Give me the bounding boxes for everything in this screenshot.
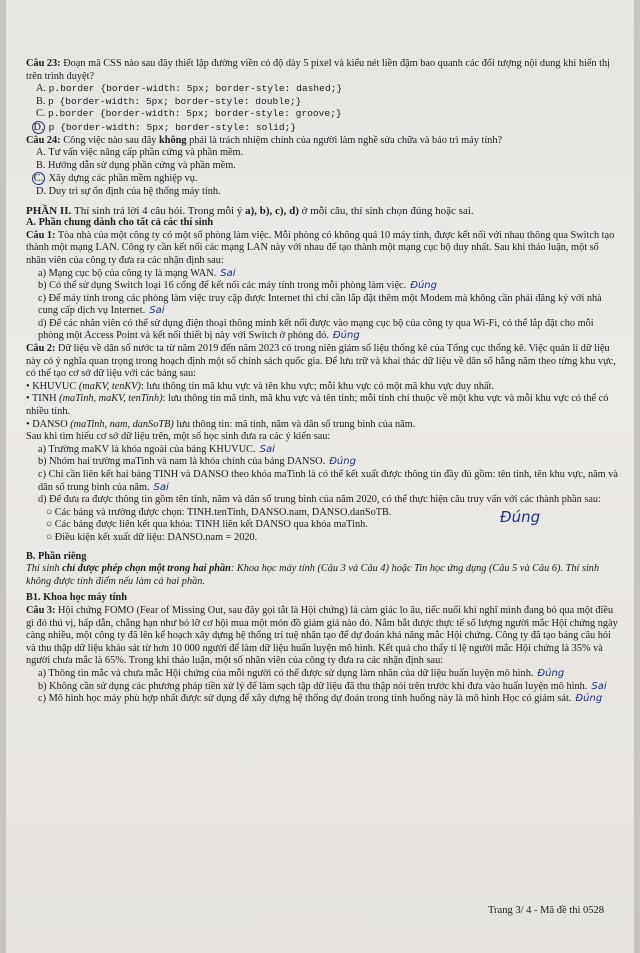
answer-circle-mark: D. (33, 121, 44, 133)
option-b: B. p {border-width: 5px; border-style: double;} (36, 95, 302, 107)
handwritten-mark: Sai (149, 305, 165, 317)
option-c: C. p.border {border-width: 5px; border-style: groove;} (36, 108, 342, 120)
table-khuvuc: • KHUVUC (maKV, tenKV): lưu thông tin mã khu vực và tên khu vực; mỗi khu vực có một mã khu vực duy nhất. (26, 380, 495, 392)
section-b-note: Thí sinh chỉ được phép chọn một trong hai phần: Khoa học máy tính (Câu 3 và Câu 4) hoặc Tin học ứng dụng (Câu 5 và Câu 6). Thí sinh không được tính điểm nếu làm cả hai phần. (26, 563, 600, 587)
list-item: ○ Điều kiện kết xuất dữ liệu: DANSO.nam = 2020. (46, 531, 258, 543)
statement-1c: c) Để máy tính trong các phòng làm việc truy cập được Internet thì chỉ cần lắp đặt thêm một Modem mà không cần phải đăng ký với nhà cung cấp dịch vụ Internet. Sai (38, 292, 602, 317)
option-b: B. Hướng dẫn sử dụng phần cứng và phần mềm. (36, 159, 236, 171)
statement-1b: b) Có thể sử dụng Switch loại 16 cổng để kết nối các máy tính trong mỗi phòng làm việc. Đúng (38, 280, 437, 292)
table-danso: • DANSO (maTinh, nam, danSoTB) lưu thông tin: mã tỉnh, năm và dân số trung bình của năm. (26, 418, 416, 430)
handwritten-mark: Đúng (329, 456, 356, 468)
handwritten-mark: Đúng (575, 693, 603, 705)
handwritten-mark: Sai (153, 481, 169, 493)
section-b1-heading: B1. Khoa học máy tính (26, 592, 127, 604)
statement-3b: b) Không cần sử dụng các phương pháp tiền xử lý để làm sạch tập dữ liệu đã thu thập nói trên trước khi đưa vào huấn luyện mô hình. Sai (38, 680, 607, 692)
question-1: Câu 1: Tòa nhà của một công ty có một số phòng làm việc. Mỗi phòng có không quá 10 máy tính, được kết nối với nhau thông qua Switch tạo thành một mạng LAN. Công ty cần kết nối các mạng LAN này với nhau để tạo thành một mạng cục bộ duy nhất. Sau khi thảo luận, một số nhân viên của công ty đưa ra các nhận định sau: (26, 229, 615, 266)
answer-circle-mark: C. (33, 173, 44, 185)
handwritten-mark: Sai (259, 443, 275, 455)
question-2-intro: Sau khi tìm hiểu cơ sở dữ liệu trên, một số học sinh đưa ra các ý kiến sau: (26, 431, 331, 443)
option-c: C. Xây dựng các phần mềm nghiệp vụ. (33, 173, 198, 185)
section-a-heading: A. Phần chung dành cho tất cả các thí sinh (26, 217, 214, 229)
statement-2b: b) Nhóm hai trường maTinh và nam là khóa chính của bảng DANSO. Đúng (38, 456, 356, 468)
handwritten-mark: Sai (591, 680, 607, 692)
question-label: Câu 23: (26, 58, 61, 69)
statement-3a: a) Thông tin mắc và chưa mắc Hội chứng của mỗi người có thể được sử dụng làm nhãn của dữ liệu huấn luyện mô hình. Đúng (38, 667, 565, 679)
option-d: D. p {border-width: 5px; border-style: solid;} (33, 121, 297, 133)
question-text: Đoạn mã CSS nào sau đây thiết lập đường viền có độ dày 5 pixel và kiểu nét liền đậm bao quanh các đối tượng nội dung khi hiển thị trên trình duyệt? (26, 58, 611, 82)
handwritten-mark: Đúng (332, 330, 360, 342)
table-tinh: • TINH (maTinh, maKV, tenTinh): lưu thông tin mã tỉnh, mã khu vực và tên tỉnh; mỗi tỉnh chỉ thuộc về một khu vực và mỗi khu vực có thể có nhiều tỉnh. (26, 393, 609, 418)
statement-1d: d) Để các nhân viên có thể sử dụng điện thoại thông minh kết nối được vào mạng cục bộ của công ty qua Wi-Fi, có thể lắp đặt cho mỗi phòng một Access Point và kết nối thiết bị này với Switch ở phòng đó. Đúng (38, 317, 594, 342)
option-a: A. p.border {border-width: 5px; border-style: dashed;} (36, 83, 343, 95)
handwritten-mark: Đúng (537, 667, 565, 679)
question-label: Câu 24: (26, 134, 61, 146)
statement-2a: a) Trường maKV là khóa ngoài của bảng KHUVUC. Sai (38, 443, 275, 455)
handwritten-mark: Đúng (500, 507, 541, 526)
question-24: Câu 24: Công việc nào sau đây không phải là trách nhiệm chính của người làm nghề sửa chữa và bảo trì máy tính? (26, 134, 503, 146)
statement-3c: c) Mô hình học máy phù hợp nhất được sử dụng để xây dựng hệ thống dự đoán trong tình huống này là mô hình Học có giám sát. Đúng (38, 693, 603, 705)
statement-2d: d) Để đưa ra được thông tin gồm tên tỉnh, năm và dân số trung bình của năm 2020, có thể thực hiện câu truy vấn với các thành phần sau: (38, 494, 601, 506)
list-item: ○ Các bảng và trường được chọn: TINH.tenTinh, DANSO.nam, DANSO.danSoTB. (46, 506, 392, 518)
question-23 (26, 58, 618, 83)
option-a: A. Tư vấn việc nâng cấp phần cứng và phần mềm. (36, 147, 244, 159)
exam-page (6, 0, 634, 953)
question-3: Câu 3: Hội chứng FOMO (Fear of Missing Out, sau đây gọi tắt là Hội chứng) là cảm giác lo âu, tiếc nuối khi nghĩ mình đang bỏ qua một điều gì đó thú vị, hấp dẫn, chẳng hạn như bỏ lỡ cơ hội mua một món đồ giảm giá nào đó. Nắm bắt được thực tế số lượng người mắc Hội chứng ngày càng nhiều, một công ty đã lên kế hoạch xây dựng hệ thống trí tuệ nhân tạo để dự đoán khả năng mắc Hội chứng. Công ty đã tạo bảng câu hỏi và thu thập dữ liệu khảo sát từ hơn 10 000 người để làm dữ liệu huấn luyện mô hình. Kết quả cho thấy tỉ lệ người mắc Hội chứng là 35% và người chưa mắc là 65%. Trong khi thảo luận, một số nhân viên của công ty đưa ra các nhận định sau: (26, 604, 618, 667)
statement-2c: c) Chỉ cần liên kết hai bảng TINH và DANSO theo khóa maTinh là có thể kết xuất được thông tin đầy đủ gồm: tên tỉnh, tên khu vực, năm và dân số trung bình của năm. Sai (38, 469, 618, 493)
statement-2d-bullets (26, 507, 618, 545)
section-b-heading: B. Phần riêng (26, 550, 87, 562)
handwritten-mark: Sai (220, 267, 236, 279)
handwritten-mark: Đúng (410, 280, 437, 292)
option-d: D. Duy trì sự ổn định của hệ thống máy tính. (36, 185, 221, 197)
question-2: Câu 2: Dữ liệu về dân số nước ta từ năm 2019 đến năm 2023 có trong niên giám số liệu thống kê của Tổng cục thống kê. Việc quản lí dữ liệu này có ý nghĩa quan trọng trong hoạch định một số chính sách quốc gia. Để lưu trữ và khai thác dữ liệu về dân số hằng năm theo từng khu vực, có thể tạo cơ sở dữ liệu với các bảng sau: (26, 343, 616, 380)
list-item: ○ Các bảng được liên kết qua khóa: TINH liên kết DANSO qua khóa maTinh. (46, 519, 368, 531)
part-2-heading: PHẦN II. Thí sinh trả lời 4 câu hỏi. Trong mỗi ý a), b), c), d) ở mỗi câu, thí sinh chọn đúng hoặc sai. (26, 204, 474, 217)
statement-1a: a) Mạng cục bộ của công ty là mạng WAN. Sai (38, 267, 236, 279)
page-footer: Trang 3/ 4 - Mã đề thi 0528 (488, 905, 604, 916)
